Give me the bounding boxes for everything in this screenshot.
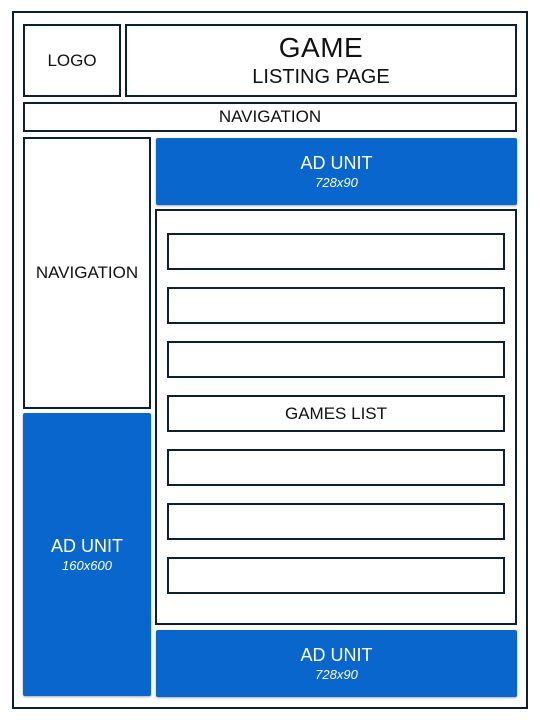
games-list-row[interactable] (167, 233, 505, 270)
games-list-row[interactable] (167, 557, 505, 594)
page-title-main: GAME (278, 31, 364, 63)
ad-unit-side-label: AD UNIT (51, 535, 123, 556)
games-list-row[interactable] (167, 395, 505, 432)
side-navigation-label: NAVIGATION (35, 263, 139, 282)
top-navigation-label: NAVIGATION (218, 107, 322, 126)
ad-unit-side-size: 160x600 (62, 557, 112, 573)
page-title (125, 24, 517, 97)
top-navigation[interactable] (23, 102, 517, 132)
logo-label: LOGO (47, 50, 97, 70)
games-list-row[interactable] (167, 287, 505, 324)
ad-unit-top-size: 728x90 (315, 174, 358, 190)
games-list-row-label: GAMES LIST (284, 403, 388, 423)
ad-unit-top-label: AD UNIT (300, 152, 373, 173)
logo (23, 24, 121, 97)
page-title-subtitle: LISTING PAGE (252, 65, 390, 88)
games-list-row[interactable] (167, 503, 505, 540)
games-list-row[interactable] (167, 341, 505, 378)
ad-unit-bottom-size: 728x90 (315, 666, 358, 682)
ad-unit-side[interactable] (23, 413, 151, 696)
ad-unit-bottom[interactable] (156, 630, 517, 697)
ad-unit-bottom-label: AD UNIT (300, 644, 373, 665)
side-navigation[interactable] (23, 137, 151, 409)
games-list-row[interactable] (167, 449, 505, 486)
ad-unit-top[interactable] (156, 138, 517, 205)
